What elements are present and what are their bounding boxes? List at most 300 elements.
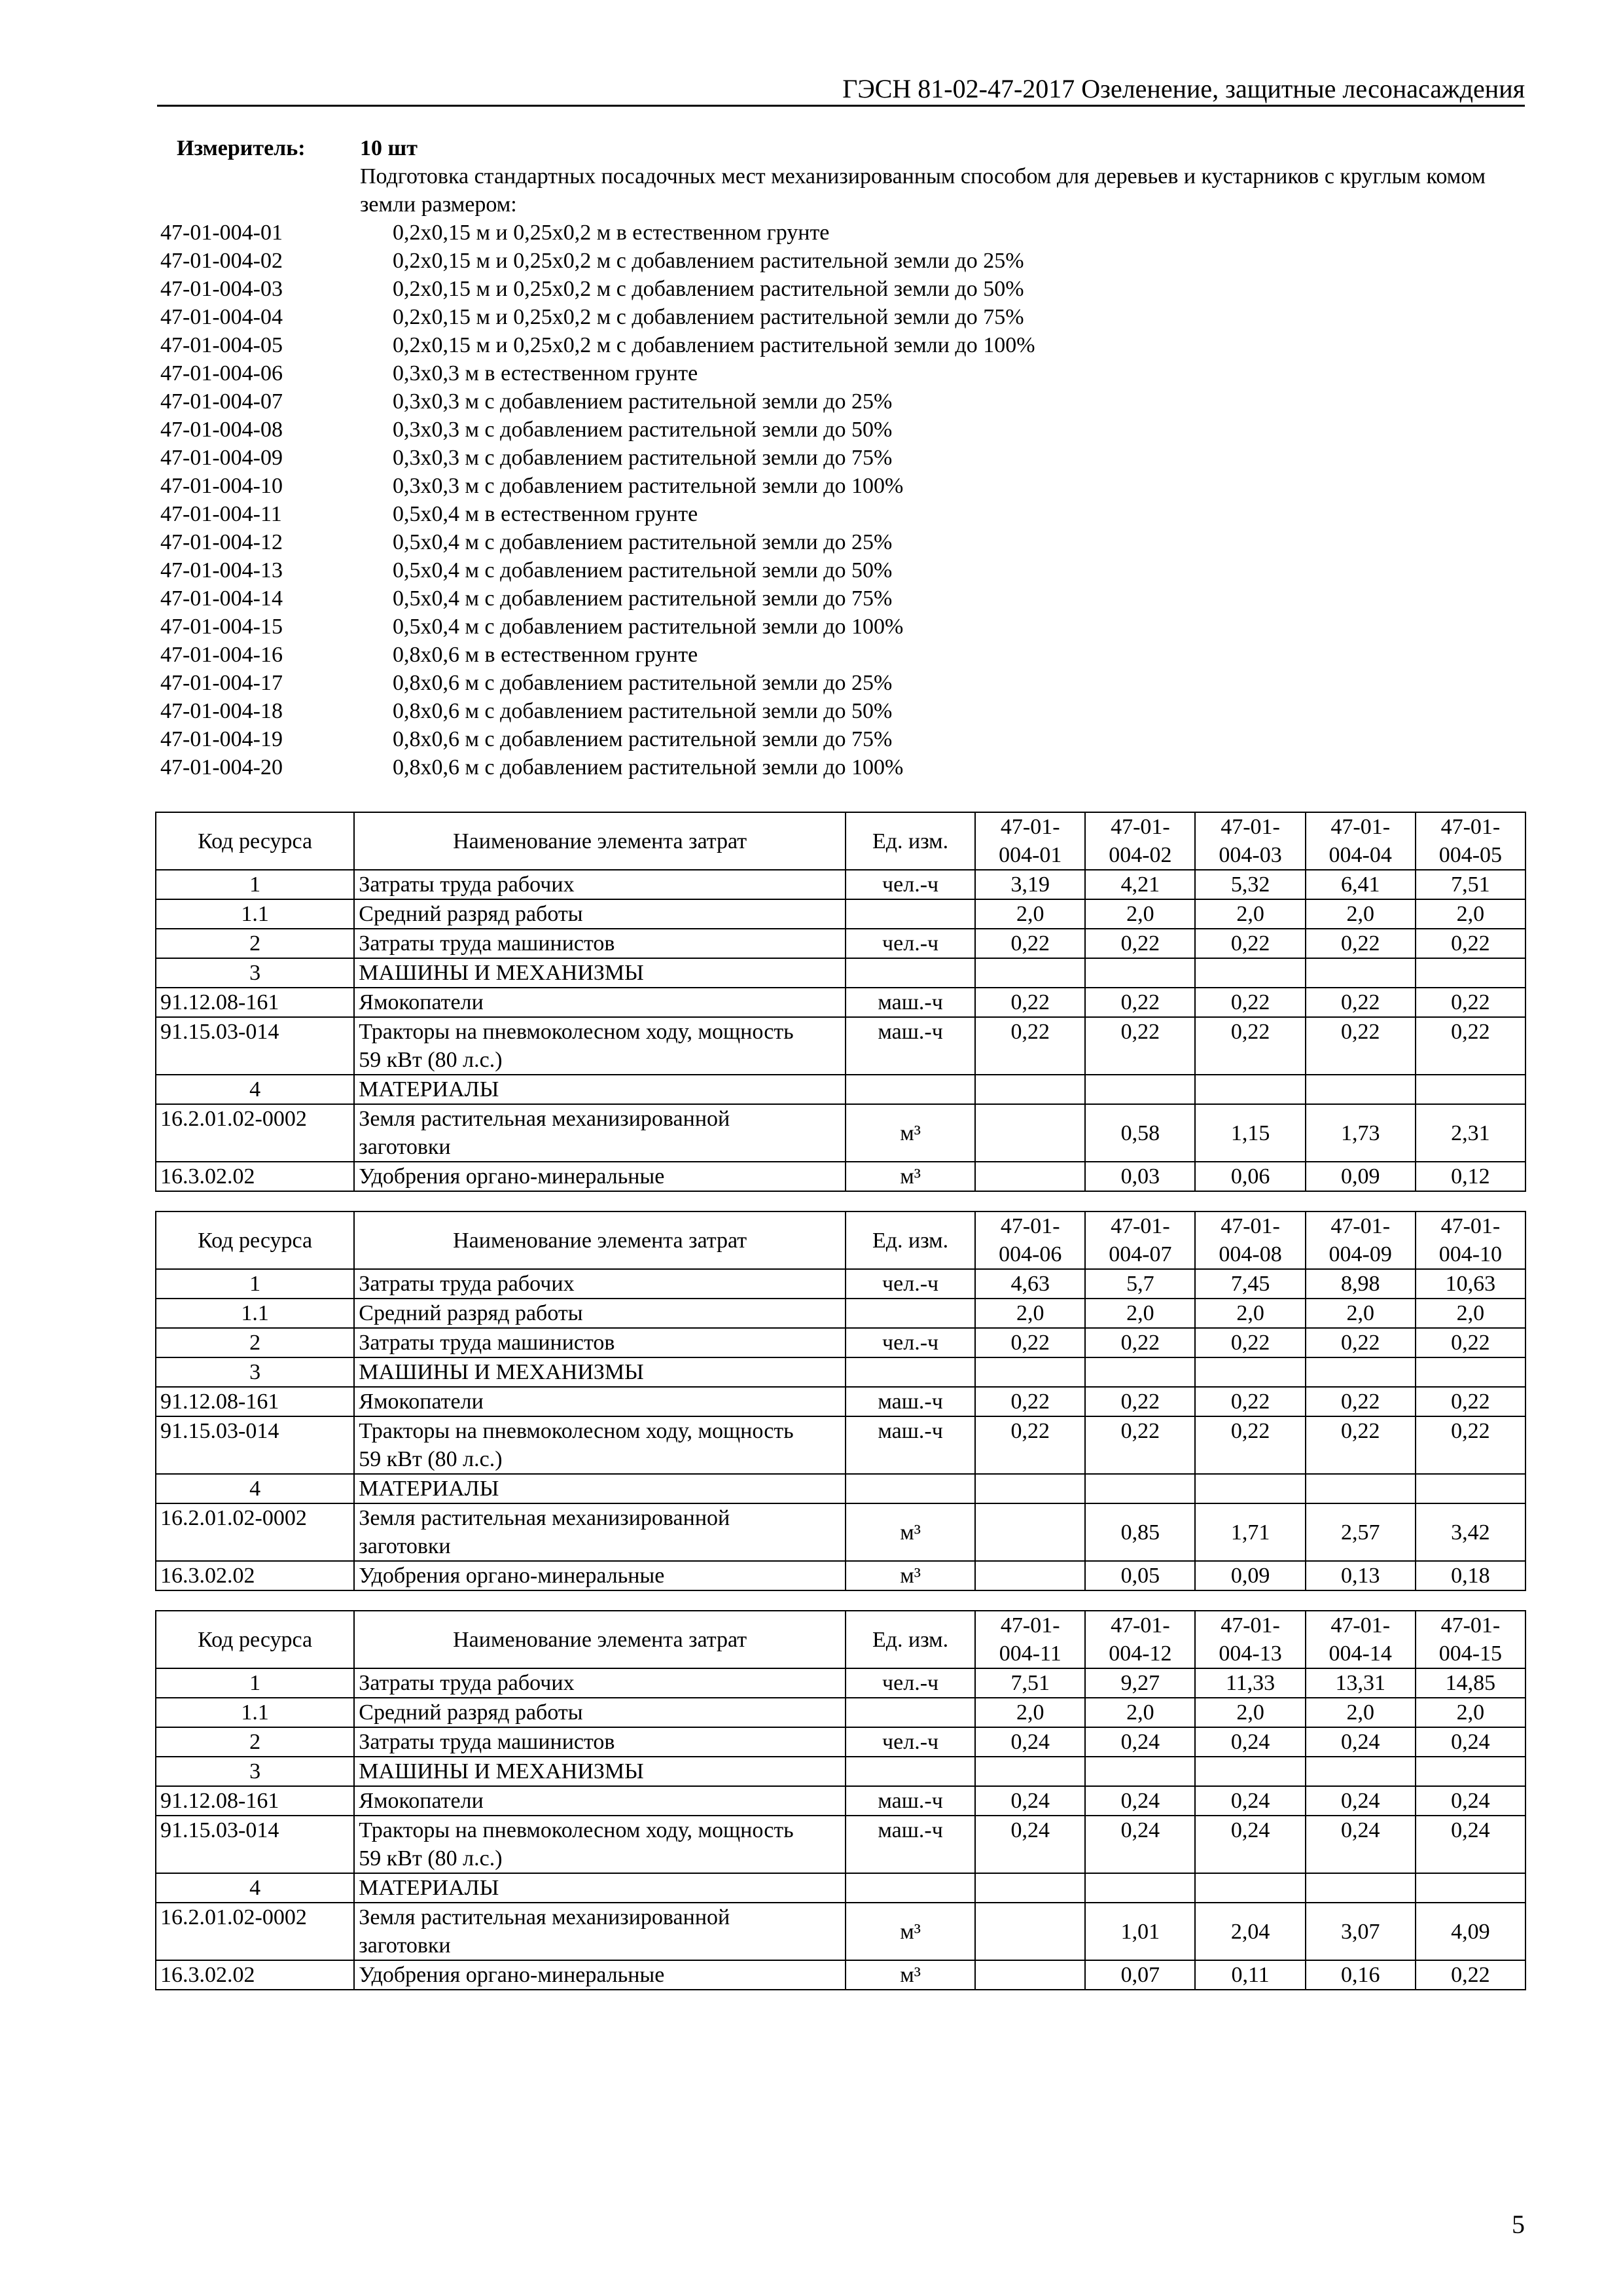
resource-value: 6,41 [1306, 870, 1416, 899]
code-row [160, 697, 1535, 725]
resource-unit: м³ [846, 1503, 975, 1561]
resource-name-line1: Тракторы на пневмоколесном ходу, мощность [359, 1818, 794, 1842]
resource-value: 0,22 [1416, 1017, 1525, 1075]
resource-value: 0,24 [1085, 1727, 1195, 1757]
header-code: Код ресурса [156, 1611, 354, 1668]
resource-name-line1: Тракторы на пневмоколесном ходу, мощность [359, 1020, 794, 1044]
resource-unit: м³ [846, 1561, 975, 1590]
resource-value: 0,22 [1085, 1328, 1195, 1357]
resource-name: Затраты труда рабочих [354, 870, 846, 899]
code-text: 0,8х0,6 м с добавлением растительной земли до 25% [393, 671, 893, 695]
resource-name-line1: Земля растительная механизированной [359, 1107, 730, 1131]
resource-code: 91.12.08-161 [156, 988, 354, 1017]
resource-value: 0,22 [1306, 929, 1416, 958]
resource-name: Удобрения органо-минеральные [354, 1960, 846, 1990]
table-group [156, 1668, 1525, 1727]
code-text: 0,2х0,15 м и 0,25х0,2 м с добавлением растительной земли до 50% [393, 277, 1024, 301]
code-text: 0,8х0,6 м в естественном грунте [393, 643, 698, 667]
code-text: 0,2х0,15 м и 0,25х0,2 м с добавлением растительной земли до 100% [393, 333, 1035, 357]
resource-value: 0,24 [1195, 1727, 1305, 1757]
resource-value: 0,22 [975, 1328, 1085, 1357]
resource-value: 2,0 [1416, 899, 1525, 929]
table-group [156, 1328, 1525, 1357]
resource-unit: м³ [846, 1104, 975, 1162]
resource-value: 0,24 [1416, 1786, 1525, 1816]
resource-value: 0,24 [1306, 1786, 1416, 1816]
code-text: 0,5х0,4 м с добавлением растительной земли до 100% [393, 615, 904, 639]
table-row [156, 1269, 1525, 1299]
table-group [156, 870, 1525, 929]
norm-code-line2: 004-09 [1329, 1242, 1392, 1266]
resource-value: 0,85 [1085, 1503, 1195, 1561]
resource-value: 4,09 [1416, 1903, 1525, 1960]
code-row [160, 613, 1535, 641]
resource-value: 2,0 [1416, 1698, 1525, 1727]
resource-value: 0,22 [1195, 988, 1305, 1017]
norm-code-line1: 47-01- [1111, 1613, 1170, 1638]
resource-unit: м³ [846, 1960, 975, 1990]
resource-value: 10,63 [1416, 1269, 1525, 1299]
norm-code-line1: 47-01- [1221, 1613, 1280, 1638]
resource-unit: чел.-ч [846, 870, 975, 899]
resource-unit [846, 1757, 975, 1786]
norm-code-line1: 47-01- [1440, 1613, 1501, 1638]
code-row [160, 472, 1535, 500]
resource-value: 0,22 [975, 988, 1085, 1017]
resource-name: Удобрения органо-минеральные [354, 1561, 846, 1590]
resource-value: 0,22 [1195, 1387, 1305, 1416]
code-text: 0,5х0,4 м с добавлением растительной земли до 50% [393, 558, 893, 583]
resource-value [975, 958, 1085, 988]
norm-code-line2: 004-08 [1219, 1242, 1282, 1266]
code-id: 47-01-004-07 [160, 389, 283, 414]
code-text: 0,5х0,4 м с добавлением растительной земли до 25% [393, 530, 893, 554]
resource-value: 0,09 [1195, 1561, 1305, 1590]
code-row [160, 219, 1535, 247]
resource-value: 1,73 [1306, 1104, 1416, 1162]
table-header-row [156, 1211, 1525, 1269]
resource-value [975, 1474, 1085, 1503]
code-text: 0,8х0,6 м с добавлением растительной земли до 75% [393, 727, 893, 751]
resource-unit: м³ [846, 1162, 975, 1191]
resource-value: 7,51 [975, 1668, 1085, 1698]
header-norm-code [975, 1211, 1085, 1269]
resource-name: Средний разряд работы [354, 1698, 846, 1727]
table-row [156, 1503, 1525, 1561]
resource-value: 0,07 [1085, 1960, 1195, 1990]
resource-value: 0,24 [1195, 1816, 1305, 1873]
norm-code-line1: 47-01- [1440, 1214, 1501, 1238]
norm-code-line2: 004-05 [1438, 843, 1503, 867]
resource-value: 0,05 [1085, 1561, 1195, 1590]
code-row [160, 247, 1535, 275]
resource-unit: маш.-ч [846, 1786, 975, 1816]
code-row [160, 753, 1535, 781]
resource-value: 3,19 [975, 870, 1085, 899]
resource-value [1085, 1474, 1195, 1503]
table-row [156, 1786, 1525, 1816]
table-row [156, 1757, 1525, 1786]
code-row [160, 303, 1535, 331]
resource-value: 0,24 [1416, 1727, 1525, 1757]
resource-name-line2: заготовки [359, 1534, 451, 1558]
resource-name [354, 1903, 846, 1960]
resource-code: 2 [156, 1727, 354, 1757]
resource-name: Затраты труда рабочих [354, 1668, 846, 1698]
resource-value: 2,0 [975, 899, 1085, 929]
resource-value: 2,0 [1085, 1698, 1195, 1727]
resource-value: 0,22 [1306, 988, 1416, 1017]
norm-code-line1: 47-01- [1330, 1613, 1391, 1638]
code-row [160, 725, 1535, 753]
resource-value: 3,42 [1416, 1503, 1525, 1561]
code-id: 47-01-004-05 [160, 333, 283, 357]
resource-value [975, 1503, 1085, 1561]
resource-value: 0,22 [1085, 1416, 1195, 1474]
resource-value: 0,22 [1306, 1416, 1416, 1474]
table-group [156, 1269, 1525, 1328]
table-row [156, 870, 1525, 899]
resource-value: 2,0 [975, 1299, 1085, 1328]
resource-value: 0,24 [1195, 1786, 1305, 1816]
resource-name: Удобрения органо-минеральные [354, 1162, 846, 1191]
resource-name: Затраты труда машинистов [354, 929, 846, 958]
page-number: 5 [1512, 2210, 1525, 2239]
resource-unit [846, 1698, 975, 1727]
resource-value: 0,24 [1085, 1786, 1195, 1816]
resource-code: 4 [156, 1075, 354, 1104]
header-unit: Ед. изм. [846, 1611, 975, 1668]
resource-value: 2,0 [1416, 1299, 1525, 1328]
table-group [156, 1075, 1525, 1191]
table-group [156, 1757, 1525, 1873]
code-id: 47-01-004-13 [160, 558, 283, 583]
resource-value: 0,13 [1306, 1561, 1416, 1590]
resource-value [1416, 1873, 1525, 1903]
resource-name: Ямокопатели [354, 1786, 846, 1816]
norm-code-line1: 47-01- [1221, 1214, 1280, 1238]
resource-value: 2,0 [1195, 1698, 1305, 1727]
resource-value: 0,22 [1416, 1960, 1525, 1990]
norm-code-line2: 004-01 [999, 843, 1062, 867]
resource-value: 2,0 [1195, 899, 1305, 929]
resource-name [354, 1416, 846, 1474]
resource-unit: чел.-ч [846, 1269, 975, 1299]
resource-name: МАТЕРИАЛЫ [354, 1075, 846, 1104]
code-id: 47-01-004-10 [160, 474, 283, 498]
code-id: 47-01-004-03 [160, 277, 283, 301]
resource-value: 0,22 [975, 929, 1085, 958]
resource-value: 2,0 [1085, 1299, 1195, 1328]
resource-name-line1: Земля растительная механизированной [359, 1905, 730, 1929]
norm-code-line2: 004-14 [1329, 1641, 1392, 1666]
resource-value: 0,12 [1416, 1162, 1525, 1191]
resource-value: 0,24 [1306, 1727, 1416, 1757]
resource-value [1195, 958, 1305, 988]
resource-value: 2,04 [1195, 1903, 1305, 1960]
resource-value [1416, 1075, 1525, 1104]
header-norm-code [1085, 812, 1195, 870]
resource-name-line2: 59 кВт (80 л.с.) [359, 1048, 503, 1072]
norm-code-line2: 004-04 [1329, 843, 1392, 867]
resource-value: 0,24 [1306, 1816, 1416, 1873]
resource-code: 16.2.01.02-0002 [156, 1903, 354, 1960]
resource-code: 16.2.01.02-0002 [156, 1503, 354, 1561]
table-row [156, 1903, 1525, 1960]
resource-name-line2: 59 кВт (80 л.с.) [359, 1846, 503, 1871]
resource-value: 0,24 [1416, 1816, 1525, 1873]
resource-value: 0,22 [1195, 1328, 1305, 1357]
resource-value: 0,22 [1306, 1017, 1416, 1075]
code-row [160, 500, 1535, 528]
resource-code: 1.1 [156, 1299, 354, 1328]
resource-name: Затраты труда рабочих [354, 1269, 846, 1299]
table-row [156, 1816, 1525, 1873]
resource-name-line1: Земля растительная механизированной [359, 1506, 730, 1530]
header-unit: Ед. изм. [846, 1211, 975, 1269]
resource-value: 0,22 [1416, 1416, 1525, 1474]
norm-code-line2: 004-15 [1438, 1641, 1503, 1666]
resource-value: 0,22 [1416, 929, 1525, 958]
code-row [160, 444, 1535, 472]
resource-code: 2 [156, 929, 354, 958]
norm-code-line2: 004-12 [1109, 1641, 1172, 1666]
code-id: 47-01-004-01 [160, 221, 283, 245]
norm-code-line1: 47-01- [1440, 815, 1501, 839]
norm-table [155, 1610, 1526, 1990]
resource-value [1306, 958, 1416, 988]
table-row [156, 1075, 1525, 1104]
code-text: 0,8х0,6 м с добавлением растительной земли до 100% [393, 755, 904, 780]
resource-name: Средний разряд работы [354, 1299, 846, 1328]
resource-code: 4 [156, 1474, 354, 1503]
table-group [156, 1474, 1525, 1590]
resource-code: 3 [156, 1757, 354, 1786]
resource-unit: чел.-ч [846, 1668, 975, 1698]
norm-code-line2: 004-07 [1109, 1242, 1172, 1266]
resource-name-line2: заготовки [359, 1933, 451, 1958]
norm-code-line2: 004-02 [1109, 843, 1172, 867]
norm-code-line2: 004-11 [999, 1641, 1061, 1666]
resource-value: 2,0 [1195, 1299, 1305, 1328]
resource-value: 0,24 [975, 1727, 1085, 1757]
resource-code: 91.15.03-014 [156, 1416, 354, 1474]
norm-code-line1: 47-01- [1000, 1214, 1060, 1238]
code-row [160, 416, 1535, 444]
resource-value: 0,22 [1416, 1387, 1525, 1416]
resource-value [975, 1162, 1085, 1191]
resource-name-line1: Тракторы на пневмоколесном ходу, мощность [359, 1419, 794, 1443]
resource-name [354, 1017, 846, 1075]
code-text: 0,5х0,4 м с добавлением растительной земли до 75% [393, 586, 893, 611]
resource-value: 7,51 [1416, 870, 1525, 899]
resource-value [975, 1561, 1085, 1590]
resource-value: 0,58 [1085, 1104, 1195, 1162]
header-norm-code [1416, 812, 1525, 870]
code-id: 47-01-004-20 [160, 755, 283, 780]
resource-value [1306, 1873, 1416, 1903]
resource-name: Затраты труда машинистов [354, 1328, 846, 1357]
code-row [160, 669, 1535, 697]
resource-value [1195, 1474, 1305, 1503]
resource-value: 0,22 [975, 1017, 1085, 1075]
header-norm-code [1195, 1611, 1305, 1668]
header-norm-code [1085, 1611, 1195, 1668]
resource-value [1195, 1757, 1305, 1786]
resource-value: 14,85 [1416, 1668, 1525, 1698]
resource-value: 0,06 [1195, 1162, 1305, 1191]
resource-value [1306, 1757, 1416, 1786]
code-id: 47-01-004-16 [160, 643, 283, 667]
norm-table [155, 1211, 1526, 1591]
resource-unit [846, 1873, 975, 1903]
resource-code: 91.12.08-161 [156, 1387, 354, 1416]
resource-unit [846, 1075, 975, 1104]
header-norm-code [1416, 1211, 1525, 1269]
resource-value: 11,33 [1195, 1668, 1305, 1698]
norm-code-line2: 004-03 [1219, 843, 1282, 867]
resource-name: МАШИНЫ И МЕХАНИЗМЫ [354, 958, 846, 988]
norm-code-line2: 004-10 [1438, 1242, 1503, 1266]
code-id: 47-01-004-09 [160, 446, 283, 470]
resource-value: 4,63 [975, 1269, 1085, 1299]
resource-name: Затраты труда машинистов [354, 1727, 846, 1757]
resource-value: 5,7 [1085, 1269, 1195, 1299]
resource-code: 1.1 [156, 899, 354, 929]
resource-code: 3 [156, 958, 354, 988]
header-norm-code [1195, 812, 1305, 870]
resource-value: 2,0 [1306, 899, 1416, 929]
resource-value [975, 1873, 1085, 1903]
resource-value: 9,27 [1085, 1668, 1195, 1698]
resource-code: 91.12.08-161 [156, 1786, 354, 1816]
resource-value [1195, 1873, 1305, 1903]
code-text: 0,8х0,6 м с добавлением растительной земли до 50% [393, 699, 893, 723]
code-id: 47-01-004-06 [160, 361, 283, 386]
code-row [160, 387, 1535, 416]
resource-value: 1,15 [1195, 1104, 1305, 1162]
code-text: 0,3х0,3 м в естественном грунте [393, 361, 698, 386]
resource-value: 3,07 [1306, 1903, 1416, 1960]
code-text: 0,2х0,15 м и 0,25х0,2 м с добавлением растительной земли до 25% [393, 249, 1024, 273]
resource-value: 1,71 [1195, 1503, 1305, 1561]
resource-code: 91.15.03-014 [156, 1017, 354, 1075]
code-text: 0,2х0,15 м и 0,25х0,2 м с добавлением растительной земли до 75% [393, 305, 1024, 329]
resource-name: Ямокопатели [354, 1387, 846, 1416]
resource-code: 1.1 [156, 1698, 354, 1727]
resource-unit: маш.-ч [846, 1416, 975, 1474]
resource-unit: маш.-ч [846, 1387, 975, 1416]
resource-code: 16.3.02.02 [156, 1561, 354, 1590]
resource-value [975, 1757, 1085, 1786]
resource-name [354, 1816, 846, 1873]
code-id: 47-01-004-14 [160, 586, 283, 611]
code-id: 47-01-004-12 [160, 530, 283, 554]
header-norm-code [1085, 1211, 1195, 1269]
resource-value [1416, 1757, 1525, 1786]
resource-value: 2,0 [1306, 1698, 1416, 1727]
table-row [156, 988, 1525, 1017]
norm-code-line1: 47-01- [1000, 815, 1060, 839]
resource-code: 16.2.01.02-0002 [156, 1104, 354, 1162]
resource-code: 2 [156, 1328, 354, 1357]
norm-code-line1: 47-01- [1111, 815, 1170, 839]
resource-code: 3 [156, 1357, 354, 1387]
resource-name [354, 1104, 846, 1162]
resource-value [1416, 1357, 1525, 1387]
resource-value: 0,24 [1085, 1816, 1195, 1873]
resource-value: 0,22 [1195, 1416, 1305, 1474]
code-text: 0,2х0,15 м и 0,25х0,2 м в естественном грунте [393, 221, 830, 245]
resource-value: 0,22 [1085, 929, 1195, 958]
resource-value: 0,22 [1306, 1387, 1416, 1416]
header-norm-code [1416, 1611, 1525, 1668]
resource-name: Средний разряд работы [354, 899, 846, 929]
resource-value: 2,0 [1306, 1299, 1416, 1328]
header-name: Наименование элемента затрат [354, 1211, 846, 1269]
resource-code: 1 [156, 1269, 354, 1299]
resource-value: 1,01 [1085, 1903, 1195, 1960]
resource-unit: чел.-ч [846, 929, 975, 958]
resource-value: 0,22 [1416, 988, 1525, 1017]
resource-value [1195, 1075, 1305, 1104]
code-id: 47-01-004-15 [160, 615, 283, 639]
code-id: 47-01-004-18 [160, 699, 283, 723]
header-norm-code [1306, 812, 1416, 870]
code-id: 47-01-004-11 [160, 502, 282, 526]
resource-unit [846, 1357, 975, 1387]
code-row [160, 359, 1535, 387]
code-id: 47-01-004-04 [160, 305, 283, 329]
resource-value: 0,16 [1306, 1960, 1416, 1990]
resource-value: 2,31 [1416, 1104, 1525, 1162]
norm-code-line1: 47-01- [1330, 815, 1391, 839]
header-rule [157, 105, 1525, 107]
resource-unit [846, 1474, 975, 1503]
table-row [156, 899, 1525, 929]
resource-value: 2,0 [1085, 899, 1195, 929]
norm-code-line2: 004-13 [1219, 1641, 1282, 1666]
resource-unit [846, 899, 975, 929]
header-unit: Ед. изм. [846, 812, 975, 870]
resource-value [1306, 1474, 1416, 1503]
table-row [156, 1873, 1525, 1903]
resource-value: 0,24 [975, 1816, 1085, 1873]
table-row [156, 1474, 1525, 1503]
norm-table [155, 812, 1526, 1192]
resource-value: 0,22 [1085, 988, 1195, 1017]
resource-value [975, 1357, 1085, 1387]
resource-value [1195, 1357, 1305, 1387]
resource-value: 0,11 [1195, 1960, 1305, 1990]
resource-name-line2: заготовки [359, 1135, 451, 1159]
meter-block [160, 134, 1535, 781]
resource-value [975, 1075, 1085, 1104]
resource-value: 4,21 [1085, 870, 1195, 899]
code-id: 47-01-004-02 [160, 249, 283, 273]
table-row [156, 1387, 1525, 1416]
resource-value: 5,32 [1195, 870, 1305, 899]
resource-value: 0,22 [1195, 929, 1305, 958]
resource-value: 0,22 [1085, 1387, 1195, 1416]
header-norm-code [1306, 1611, 1416, 1668]
resource-value [1306, 1357, 1416, 1387]
code-id: 47-01-004-17 [160, 671, 283, 695]
resource-value: 8,98 [1306, 1269, 1416, 1299]
norm-code-line1: 47-01- [1111, 1214, 1170, 1238]
table-header-row [156, 812, 1525, 870]
header-name: Наименование элемента затрат [354, 1611, 846, 1668]
